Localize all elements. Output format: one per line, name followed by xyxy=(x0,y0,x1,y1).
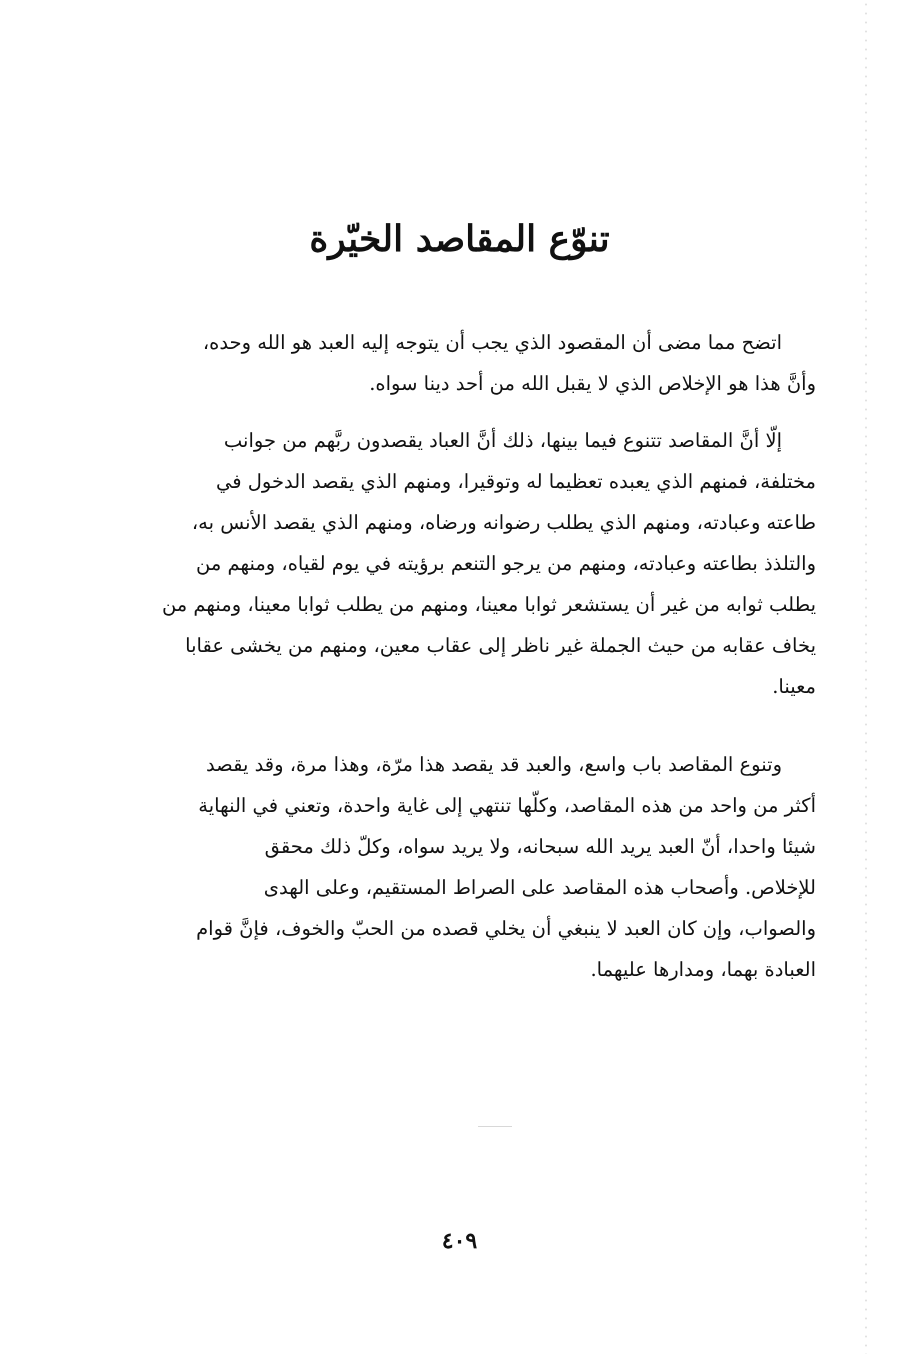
paragraph-line: أكثر من واحد من هذه المقاصد، وكلّها تنتهي إلى غاية واحدة، وتعني في النهاية xyxy=(198,794,816,817)
paragraph-line: معينا. xyxy=(772,675,816,698)
paragraph-line: العبادة بهما، ومدارها عليهما. xyxy=(590,958,816,981)
scan-smudge xyxy=(478,1126,512,1127)
paragraph-line: للإخلاص. وأصحاب هذه المقاصد على الصراط المستقيم، وعلى الهدى xyxy=(263,876,816,899)
paragraph-line: إلّا أنَّ المقاصد تتنوع فيما بينها، ذلك أنَّ العباد يقصدون ربَّهم من جوانب xyxy=(223,429,782,452)
scan-edge-speckles xyxy=(865,0,867,1354)
paragraph-2 xyxy=(104,420,816,707)
paragraph-line: طاعته وعبادته، ومنهم الذي يطلب رضوانه ورضاه، ومنهم الذي يقصد الأنس به، xyxy=(191,511,816,534)
paragraph-line: شيئا واحدا، أنّ العبد يريد الله سبحانه، ولا يريد سواه، وكلّ ذلك محقق xyxy=(264,835,816,858)
paragraph-line: مختلفة، فمنهم الذي يعبده تعظيما له وتوقيرا، ومنهم الذي يقصد الدخول في xyxy=(215,470,816,493)
paragraph-line: والصواب، وإن كان العبد لا ينبغي أن يخلي قصده من الحبّ والخوف، فإنَّ قوام xyxy=(196,917,816,940)
paragraph-line: يخاف عقابه من حيث الجملة غير ناظر إلى عقاب معين، ومنهم من يخشى عقابا xyxy=(185,634,816,657)
paragraph-3 xyxy=(104,744,816,990)
paragraph-1 xyxy=(104,322,816,404)
paragraph-line: وأنَّ هذا هو الإخلاص الذي لا يقبل الله من أحد دينا سواه. xyxy=(369,372,816,395)
paragraph-line: اتضح مما مضى أن المقصود الذي يجب أن يتوجه إليه العبد هو الله وحده، xyxy=(202,331,782,354)
chapter-title: تنوّع المقاصد الخيّرة xyxy=(309,218,610,260)
paragraph-line: وتنوع المقاصد باب واسع، والعبد قد يقصد هذا مرّة، وهذا مرة، وقد يقصد xyxy=(205,753,782,776)
paragraph-line: يطلب ثوابه من غير أن يستشعر ثوابا معينا، ومنهم من يطلب ثوابا معينا، ومنهم من xyxy=(161,593,816,616)
page-number: ٤٠٩ xyxy=(441,1228,478,1254)
paragraph-line: والتلذذ بطاعته وعبادته، ومنهم من يرجو التنعم برؤيته في يوم لقياه، ومنهم من xyxy=(196,552,816,575)
